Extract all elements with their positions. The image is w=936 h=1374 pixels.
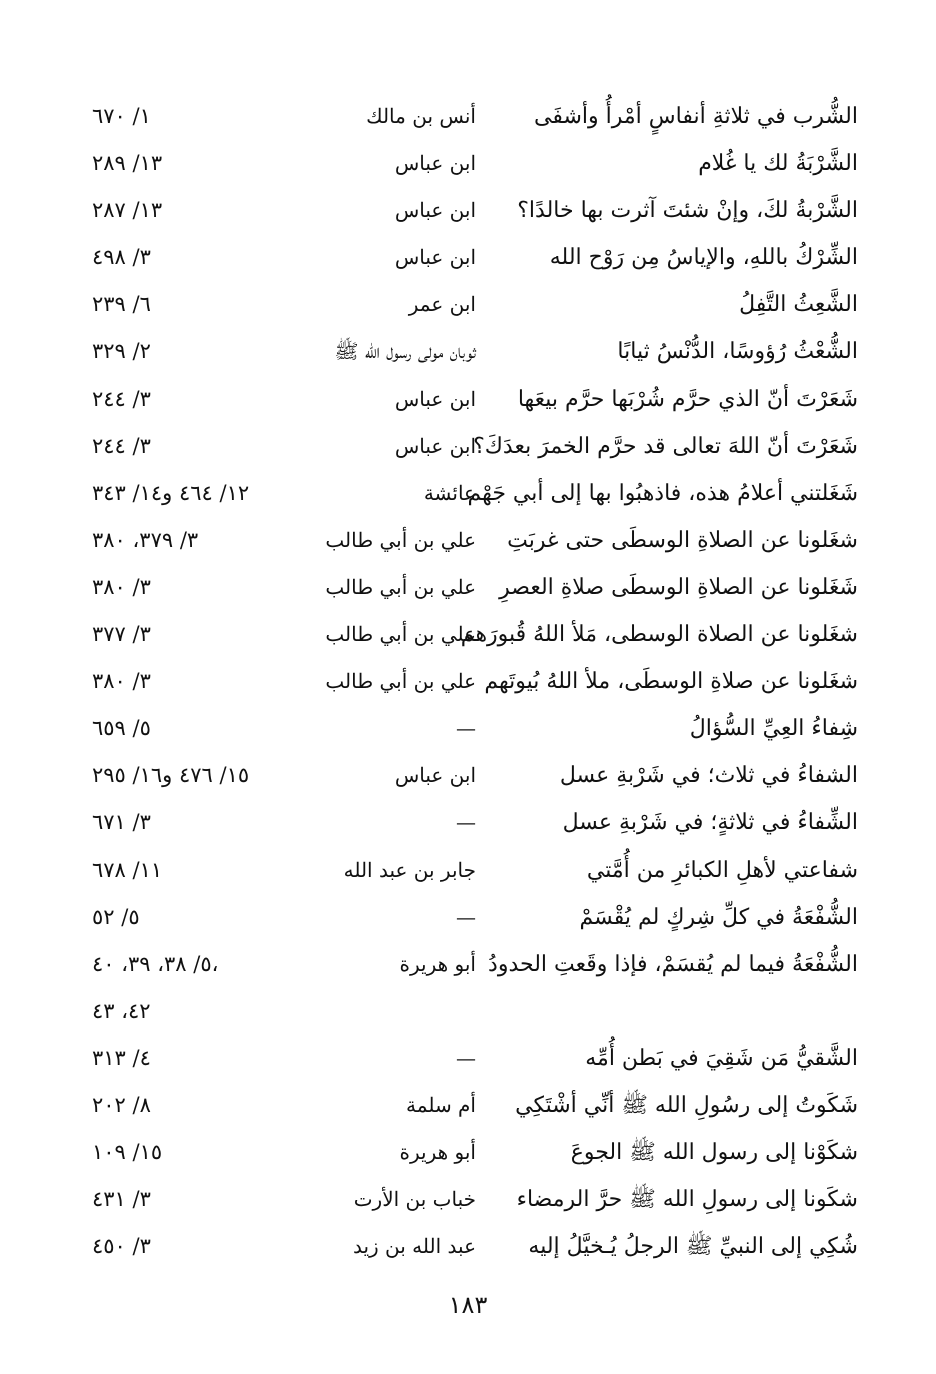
index-row [0,847,936,894]
index-row [0,1082,936,1129]
narrator: أبو هريرة [399,1140,476,1165]
narrator: — [456,904,476,929]
volume-page-ref: ٣/ ٤٩٨ [92,245,151,270]
volume-page-ref: ٥/ ٦٥٩ [92,716,151,741]
volume-page-ref: ٨/ ٢٠٢ [92,1092,151,1117]
index-row [0,988,936,1035]
hadith-text: شغَلونا عن الصلاةِ الوسطَى حتى غربَتِ [507,527,858,553]
volume-page-ref: ٦/ ٢٣٩ [92,292,151,317]
hadith-text: الشفاءُ في ثلاث؛ في شَرْبةِ عسل [559,763,858,789]
index-row [0,470,936,517]
narrator: علي بن أبي طالب [325,574,476,599]
index-row [0,564,936,611]
volume-page-ref: ٣/ ٢٤٤ [92,433,151,458]
narrator: ابن عباس [394,433,476,458]
narrator: علي بن أبي طالب [325,669,476,694]
index-row [0,1223,936,1270]
index-row [0,187,936,234]
page-number: ١٨٣ [448,1291,488,1319]
narrator: أم سلمة [406,1092,476,1117]
hadith-text: شفاعتي لأهلِ الكبائرِ من أُمَّتي [586,857,858,883]
hadith-text: الشَّرْبةُ لكَ، وإنْ شئتَ آثرت بها خالدًا؟ [517,198,858,224]
index-row [0,1035,936,1082]
volume-page-ref: ١٢/ ٤٦٤ و١٤/ ٣٤٣ [92,480,250,505]
hadith-text: الشُّفْعَةُ فيما لم يُقسَمْ، فإذا وقَعتِ الحدودُ [488,951,858,977]
narrator: أبو هريرة [399,951,476,976]
volume-page-ref: ٤٢، ٤٣ [92,998,151,1023]
index-row [0,281,936,328]
index-row [0,234,936,281]
narrator: ابن عباس [394,151,476,176]
hadith-text: الشَّقيُّ مَن شَقِيَ في بَطن أُمِّه [585,1045,858,1071]
index-row [0,517,936,564]
narrator: — [456,716,476,741]
volume-page-ref: ١١/ ٦٧٨ [92,857,163,882]
hadith-text: الشُّرب في ثلاثةِ أنفاسٍ أمْرأُ وأشفَى [534,104,858,129]
narrator: ابن عباس [394,198,476,223]
narrator: — [456,810,476,835]
hadith-text: شُكِي إلى النبيِّ ﷺ الرجلُ يُـخيَّلُ إليه [528,1234,858,1260]
volume-page-ref: ٣/ ٣٧٧ [92,622,151,647]
narrator: ابن عباس [394,386,476,411]
volume-page-ref: ٣/ ٦٧١ [92,810,151,835]
hadith-text: الشُّفْعَةُ في كلِّ شِركٍ لم يُقْسَمْ [579,904,858,930]
index-row [0,1176,936,1223]
volume-page-ref: ٣/ ٤٥٠ [92,1234,151,1259]
index-row [0,658,936,705]
narrator: — [456,1045,476,1070]
index-row [0,140,936,187]
volume-page-ref: ٣/ ٤٣١ [92,1187,151,1212]
index-row [0,799,936,846]
narrator: ابن عمر [408,292,476,317]
volume-page-ref: ٢/ ٣٢٩ [92,339,151,364]
index-table [0,93,936,1270]
hadith-text: الشِّفاءُ في ثلاثةٍ؛ في شَرْبةِ عسل [562,810,858,836]
narrator: خباب بن الأرت [353,1187,476,1212]
hadith-text: شغَلونا عن صلاةِ الوسطَى، ملأ اللهُ بُيوتَهم [484,669,858,695]
volume-page-ref: ١٥/ ٤٧٦ و١٦/ ٢٩٥ [92,763,250,788]
index-row [0,376,936,423]
hadith-text: شَعَرْتَ أنّ الذي حرَّم شُرْبَها حرَّم بيعَها [517,386,858,412]
narrator: عبد الله بن زيد [352,1234,476,1259]
hadith-text: شغَلونا عن الصلاة الوسطى، مَلأ اللهُ قُبورَهم [460,622,858,648]
index-row [0,423,936,470]
hadith-text: شَغَلونا عن الصلاةِ الوسطَى صلاةِ العصرِ [499,574,858,600]
volume-page-ref: ١/ ٦٧٠ [92,104,151,128]
hadith-text: الشِّرْكُ باللهِ، والإياسُ مِن رَوْح الله [549,245,858,271]
volume-page-ref: ٣/ ٣٧٩، ٣٨٠ [92,527,199,552]
narrator: ابن عباس [394,763,476,788]
volume-page-ref: ٤/ ٣١٣ [92,1045,151,1070]
hadith-text: الشُّعْثُ رُؤوسًا، الدُّنْسُ ثيابًا [617,339,858,365]
narrator: ابن عباس [394,245,476,270]
hadith-text: الشَّعِثُ التَّفِلُ [739,292,858,318]
narrator: ثوبان مولى رسول الله ﷺ [334,339,476,364]
volume-page-ref: ١٣/ ٢٨٩ [92,151,163,176]
narrator: علي بن أبي طالب [325,622,476,647]
index-row [0,941,936,988]
hadith-text: شكَونا إلى رسولِ الله ﷺ حرَّ الرمضاء [516,1187,858,1213]
index-row [0,752,936,799]
narrator: علي بن أبي طالب [325,527,476,552]
index-row [0,611,936,658]
hadith-text: شِفاءُ العِيِّ السُّؤالُ [689,716,858,742]
volume-page-ref: ٣/ ٣٨٠ [92,574,151,599]
hadith-text: شكَوْنا إلى رسول الله ﷺ الجوعَ [570,1140,858,1166]
hadith-text: الشَّرْبَةُ لك يا غُلام [698,151,858,177]
index-row [0,328,936,375]
volume-page-ref: ٥/ ٣٨، ٣٩، ٤٠، [92,951,219,976]
index-row [0,894,936,941]
volume-page-ref: ١٣/ ٢٨٧ [92,198,163,223]
volume-page-ref: ١٥/ ١٠٩ [92,1140,163,1165]
volume-page-ref: ٣/ ٣٨٠ [92,669,151,694]
hadith-text: شَكَوتُ إلى رسُولِ الله ﷺ أنِّي أشْتَكِي [515,1092,858,1118]
volume-page-ref: ٣/ ٢٤٤ [92,386,151,411]
hadith-text: شَغَلتني أعلامُ هذه، فاذهبُوا بها إلى أبي جَهْم [467,480,858,506]
narrator: عائشة [423,480,476,505]
volume-page-ref: ٥/ ٥٢ [92,904,140,929]
hadith-text: شَعَرْتَ أنّ اللهَ تعالى قد حرَّم الخمرَ بعدَكَ؟ [473,433,858,459]
index-row [0,93,936,140]
index-row [0,705,936,752]
narrator: أنس بن مالك [366,104,476,128]
index-row [0,1129,936,1176]
narrator: جابر بن عبد الله [343,857,476,882]
